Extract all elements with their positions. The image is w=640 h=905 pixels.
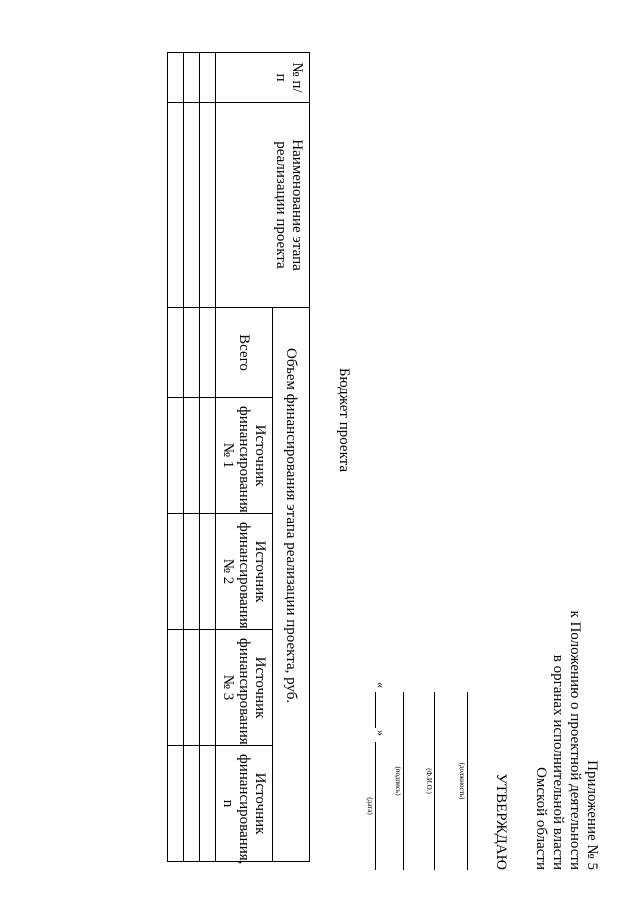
date-day-line	[375, 692, 376, 728]
table-cell	[200, 630, 216, 746]
date-caption: (дата)	[366, 797, 374, 815]
approval-title: УТВЕРЖДАЮ	[493, 773, 509, 870]
header-total: Всего	[216, 308, 273, 398]
table-cell	[168, 746, 184, 862]
document-title: Бюджет проекта	[336, 367, 352, 473]
appendix-line-2: к Положению о проектной деятельности	[567, 610, 583, 870]
date-open-quote: «	[374, 682, 388, 688]
table-cell	[168, 630, 184, 746]
header-number: № п/п	[216, 53, 310, 103]
date-close-quote: »	[374, 730, 388, 736]
table-cell	[184, 398, 200, 514]
table-row	[200, 53, 216, 862]
table-cell	[200, 746, 216, 862]
table-cell	[184, 53, 200, 103]
table-cell	[200, 514, 216, 630]
table-cell	[184, 103, 200, 308]
table-cell	[168, 103, 184, 308]
header-source-n: Источник финансирования, n	[216, 746, 273, 862]
table-cell	[168, 53, 184, 103]
table-cell	[184, 514, 200, 630]
signature-caption: (подпись)	[394, 766, 402, 796]
table-row	[184, 53, 200, 862]
table-cell	[168, 514, 184, 630]
header-source-1: Источник финансирования № 1	[216, 398, 273, 514]
position-line	[467, 692, 468, 870]
header-source-3: Источник финансирования № 3	[216, 630, 273, 746]
position-caption: (должность)	[458, 762, 466, 800]
appendix-line-3: в органах исполнительной власти	[550, 654, 566, 870]
table-cell	[200, 308, 216, 398]
appendix-number: Приложение № 5	[584, 760, 600, 870]
header-source-2: Источник финансирования № 2	[216, 514, 273, 630]
project-budget-table	[167, 52, 310, 865]
date-month-line	[375, 742, 376, 870]
table-cell	[200, 103, 216, 308]
table-cell	[168, 308, 184, 398]
table-cell	[184, 308, 200, 398]
table-cell	[168, 398, 184, 514]
name-caption: (Ф.И.О.)	[425, 768, 433, 794]
header-funding-volume: Объем финансирования этапа реализации проекта, руб.	[273, 308, 310, 862]
table-cell	[184, 746, 200, 862]
name-line	[434, 692, 435, 870]
table-cell	[200, 53, 216, 103]
table-cell	[184, 630, 200, 746]
header-stage-name: Наименование этапа реализации проекта	[216, 103, 310, 308]
table-cell	[200, 398, 216, 514]
signature-line	[403, 692, 404, 870]
table-row	[168, 53, 184, 862]
appendix-line-4: Омской области	[533, 767, 549, 870]
appendix-header	[532, 470, 600, 870]
